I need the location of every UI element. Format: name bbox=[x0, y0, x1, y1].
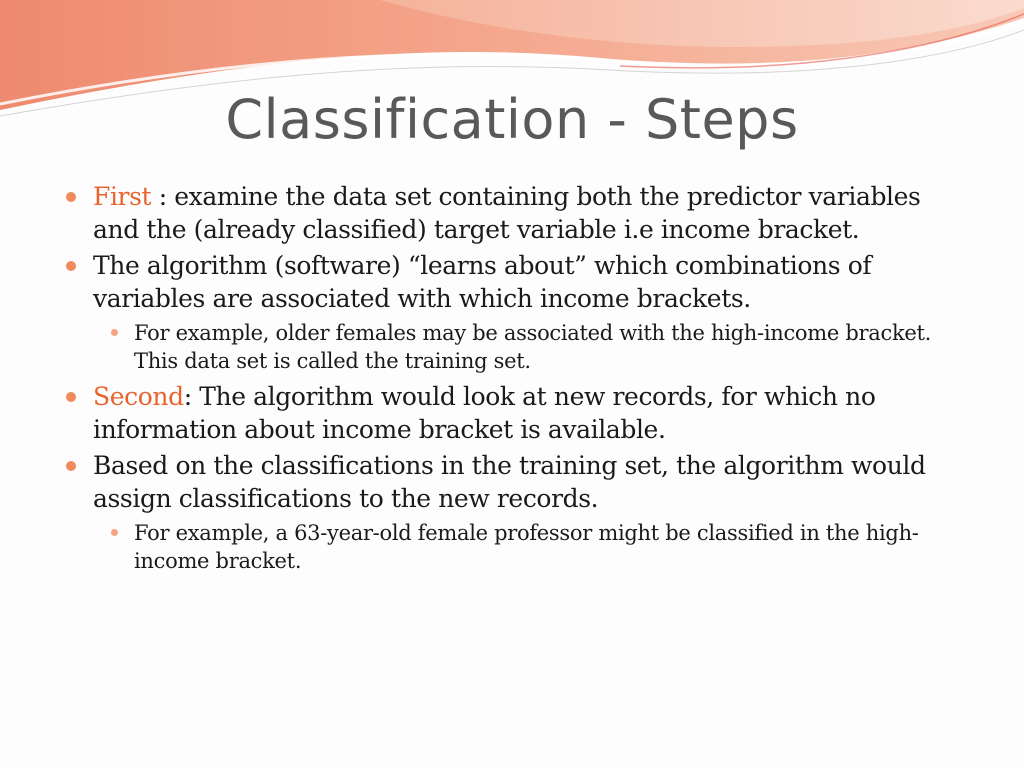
bullet-list bbox=[62, 181, 962, 581]
bullet-item bbox=[62, 381, 962, 446]
sub-bullet-item bbox=[62, 519, 962, 575]
bullet-text: : The algorithm would look at new records, for which no information about income bracket is available. bbox=[93, 382, 876, 444]
sub-bullet-text: For example, a 63-year-old female professor might be classified in the high-income bracket. bbox=[134, 521, 919, 573]
bullet-dot-icon bbox=[66, 392, 76, 402]
sub-bullet-item bbox=[62, 319, 962, 375]
bullet-dot-icon bbox=[66, 461, 76, 471]
bullet-text: The algorithm (software) “learns about” which combinations of variables are associated with which income brackets. bbox=[93, 251, 872, 313]
accent-word: Second bbox=[93, 382, 184, 411]
bullet-text: : examine the data set containing both the predictor variables and the (already classified) target variable i.e income bracket. bbox=[93, 182, 921, 244]
accent-word: First bbox=[93, 182, 152, 211]
bullet-item bbox=[62, 450, 962, 515]
slide-title: Classification - Steps bbox=[225, 88, 799, 151]
sub-bullet-dot-icon bbox=[111, 529, 118, 536]
bullet-dot-icon bbox=[66, 192, 76, 202]
bullet-item bbox=[62, 181, 962, 246]
sub-bullet-text: For example, older females may be associated with the high-income bracket. This data set is called the training set. bbox=[134, 321, 932, 373]
bullet-item bbox=[62, 250, 962, 315]
bullet-dot-icon bbox=[66, 261, 76, 271]
sub-bullet-dot-icon bbox=[111, 329, 118, 336]
bullet-text: Based on the classifications in the training set, the algorithm would assign classifications to the new records. bbox=[93, 451, 926, 513]
